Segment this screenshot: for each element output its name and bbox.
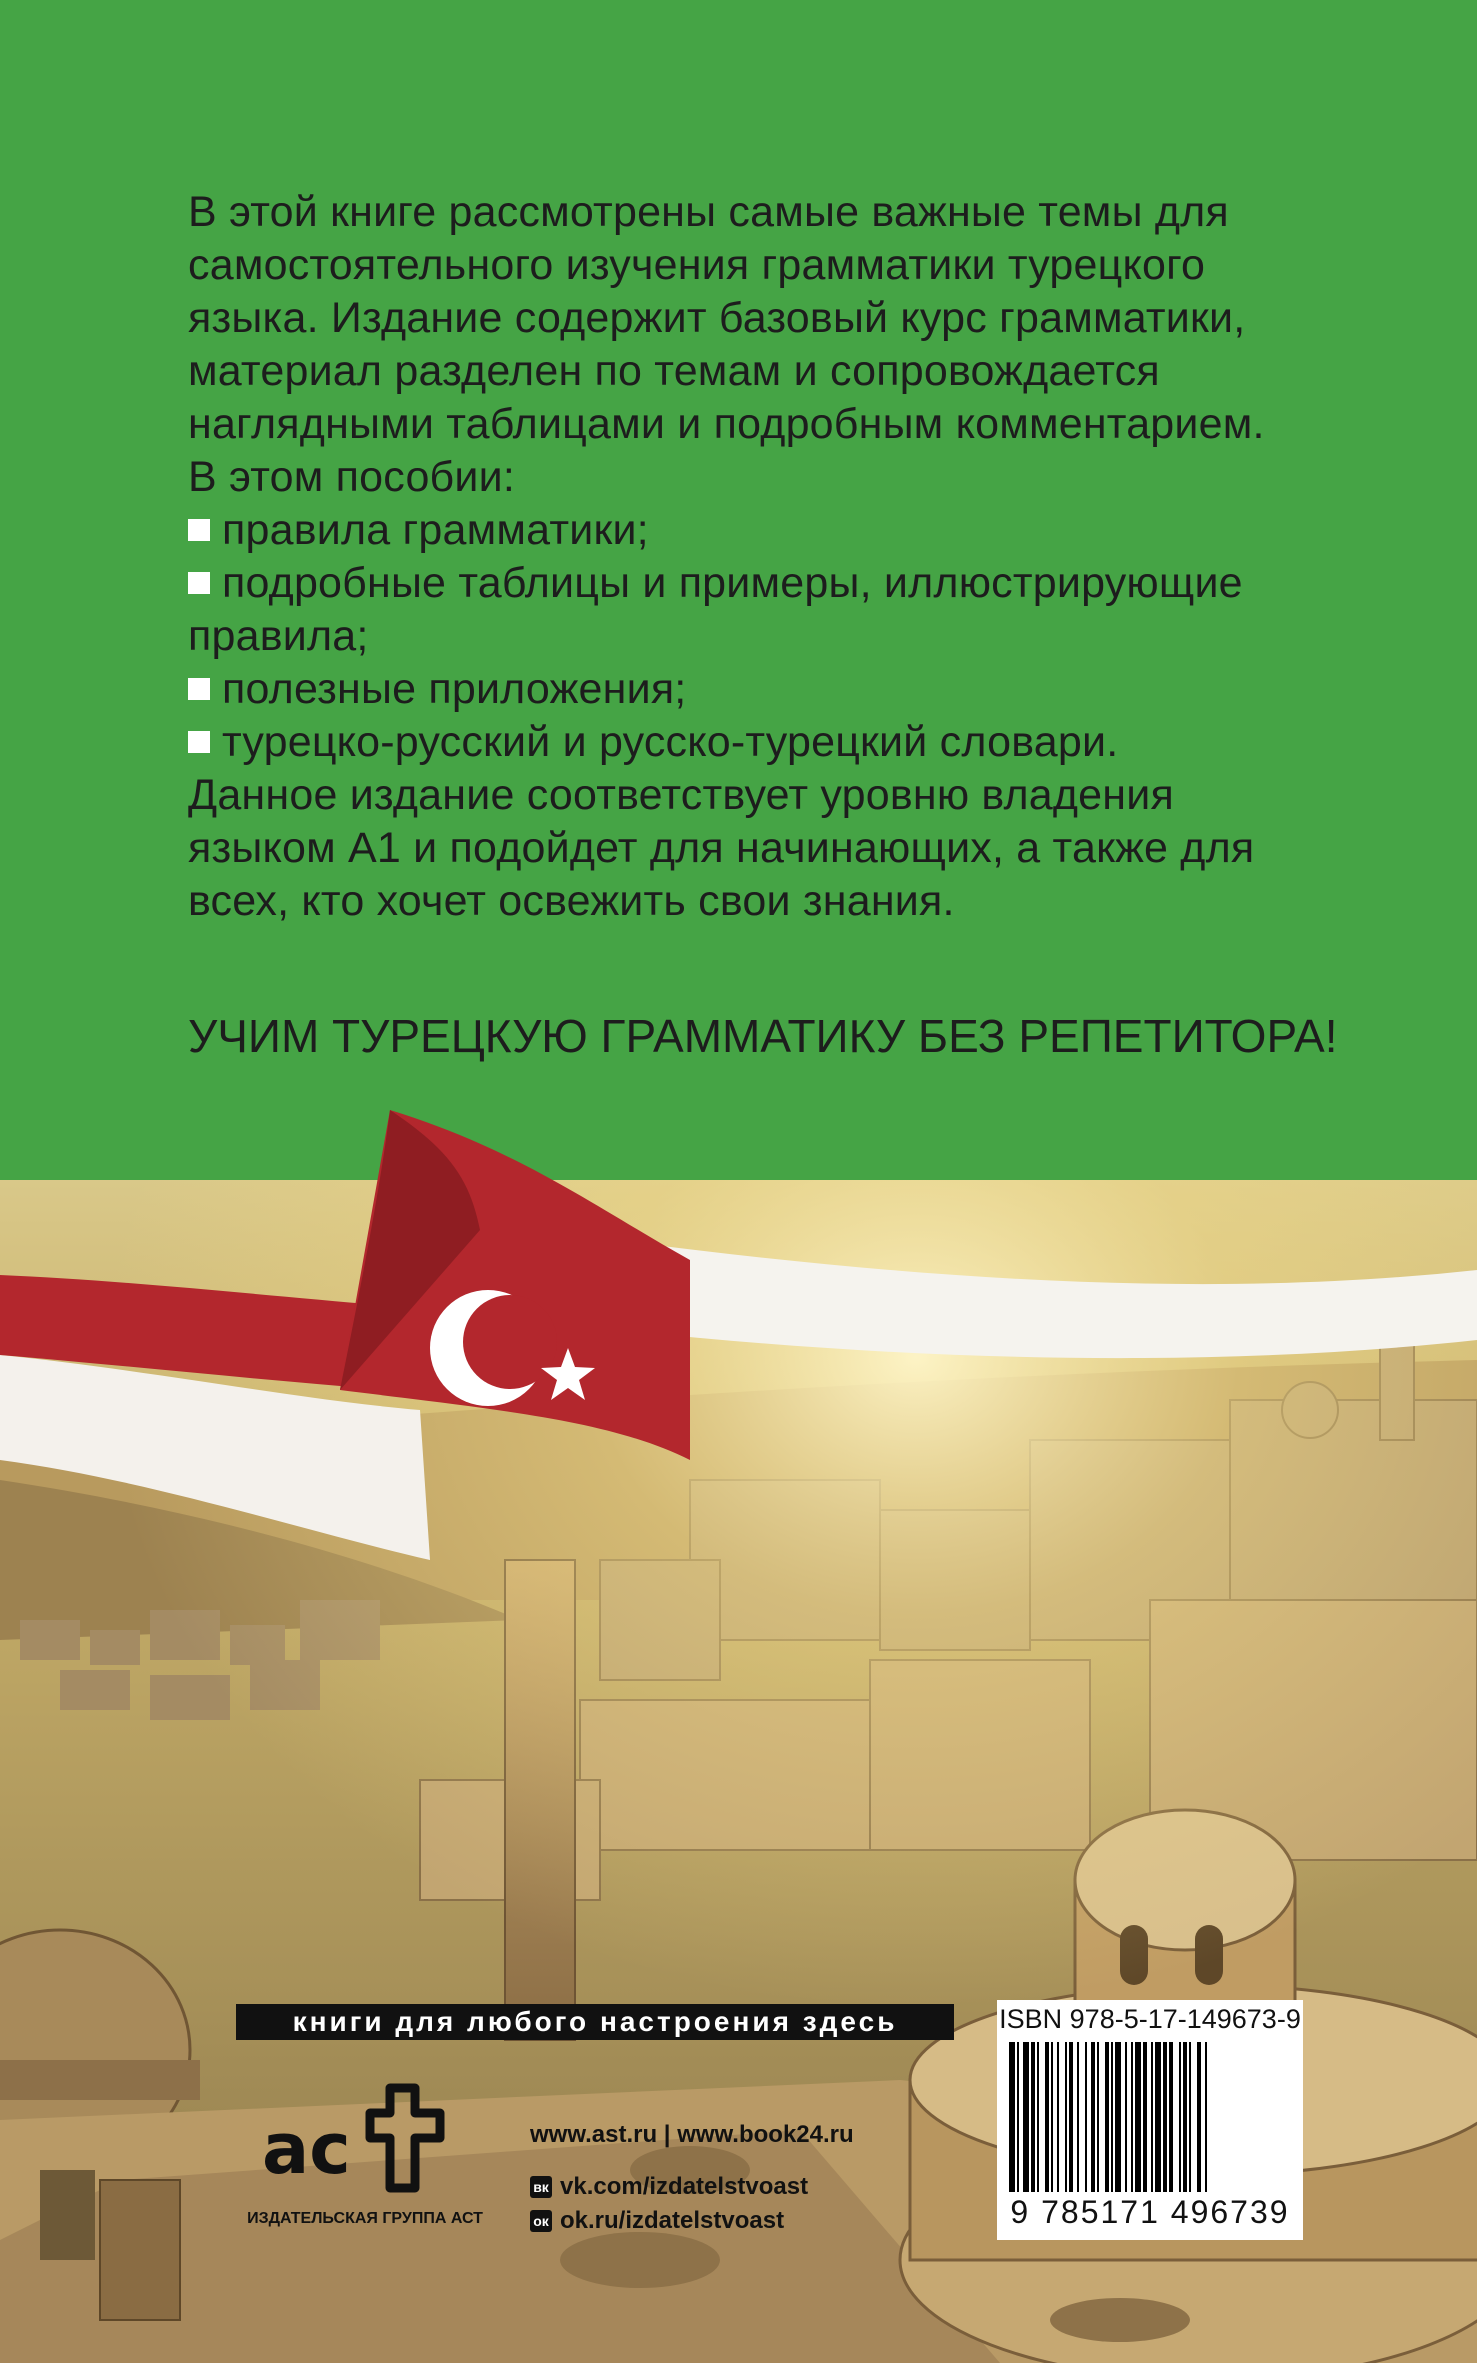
bullet-text: правила грамматики; — [222, 506, 649, 554]
barcode-bar — [1031, 2042, 1035, 2192]
barcode-bar — [1163, 2042, 1167, 2192]
vk-icon: вк — [530, 2176, 552, 2198]
web-links[interactable]: www.ast.ru | www.book24.ru — [530, 2121, 854, 2148]
barcode-bar — [1045, 2042, 1049, 2192]
barcode-bar — [1155, 2042, 1161, 2192]
vk-link-row[interactable] — [530, 2170, 950, 2204]
barcode-bar — [1051, 2042, 1053, 2192]
bullet-item — [188, 504, 1308, 557]
description-line: наглядными таблицами и подробным комментарием. — [188, 400, 1265, 448]
barcode-bar — [1105, 2042, 1109, 2192]
barcode-bar — [1069, 2042, 1073, 2192]
barcode-bar — [1037, 2042, 1039, 2192]
description-line: языком А1 и подойдет для начинающих, а также для — [188, 824, 1255, 872]
bullet-square-icon — [188, 572, 210, 594]
description-line: самостоятельного изучения грамматики турецкого — [188, 241, 1206, 289]
isbn-text: ISBN 978-5-17-149673-9 — [999, 2004, 1301, 2034]
barcode-bar — [1125, 2042, 1127, 2192]
barcode-bar — [1151, 2042, 1153, 2192]
barcode-bar — [1009, 2042, 1015, 2192]
bullet-text: подробные таблицы и примеры, иллюстрирующие — [222, 559, 1243, 607]
ok-icon: ок — [530, 2210, 552, 2232]
barcode-bar — [1189, 2042, 1191, 2192]
bullet-item — [188, 557, 1308, 610]
barcode-bars — [1009, 2042, 1291, 2192]
barcode-bar — [1197, 2042, 1201, 2192]
bullet-text: турецко-русский и русско-турецкий словари. — [222, 718, 1119, 766]
vk-link[interactable]: vk.com/izdatelstvoast — [560, 2173, 809, 2200]
svg-text:ac: ac — [262, 2108, 351, 2190]
barcode-bar — [1097, 2042, 1099, 2192]
slogan: УЧИМ ТУРЕЦКУЮ ГРАММАТИКУ БЕЗ РЕПЕТИТОРА! — [188, 1010, 1338, 1062]
bullet-item — [188, 663, 1308, 716]
barcode-bar — [1143, 2042, 1147, 2192]
description-line: В этом пособии: — [188, 453, 515, 501]
description-line: Данное издание соответствует уровню владения — [188, 771, 1174, 819]
bullet-square-icon — [188, 519, 210, 541]
bullet-text: полезные приложения; — [222, 665, 687, 713]
barcode-bar — [1135, 2042, 1141, 2192]
barcode-bar — [1205, 2042, 1207, 2192]
barcode-bar — [1057, 2042, 1059, 2192]
barcode-bar — [1091, 2042, 1095, 2192]
description-line: В этой книге рассмотрены самые важные темы для — [188, 188, 1229, 236]
barcode-bar — [1179, 2042, 1181, 2192]
bullet-continuation: правила; — [188, 612, 369, 660]
description-line: языка. Издание содержит базовый курс грамматики, — [188, 294, 1246, 342]
ast-logo — [240, 2058, 490, 2233]
bullet-square-icon — [188, 731, 210, 753]
ok-link-row[interactable] — [530, 2204, 950, 2238]
tagline: книги для любого настроения здесь — [236, 2004, 954, 2040]
barcode-bar — [1131, 2042, 1133, 2192]
barcode-bar — [1115, 2042, 1121, 2192]
description-block — [188, 186, 1308, 928]
bullet-square-icon — [188, 678, 210, 700]
ok-link[interactable]: ok.ru/izdatelstvoast — [560, 2207, 785, 2234]
barcode-bar — [1183, 2042, 1187, 2192]
turkish-flag-ribbon — [0, 1090, 1477, 1610]
barcode-bar — [1085, 2042, 1087, 2192]
description-line: всех, кто хочет освежить свои знания. — [188, 877, 955, 925]
barcode-bar — [1023, 2042, 1029, 2192]
barcode-bar — [1065, 2042, 1067, 2192]
barcode — [997, 2000, 1303, 2240]
barcode-bar — [1111, 2042, 1113, 2192]
barcode-bar — [1169, 2042, 1173, 2192]
description-line: материал разделен по темам и сопровождается — [188, 347, 1160, 395]
publisher-caption: ИЗДАТЕЛЬСКАЯ ГРУППА АСТ — [247, 2210, 483, 2227]
barcode-bar — [1017, 2042, 1019, 2192]
links-block — [530, 2118, 950, 2238]
barcode-number: 9 785171 496739 — [1010, 2194, 1290, 2230]
bullet-item — [188, 716, 1308, 769]
barcode-bar — [1077, 2042, 1079, 2192]
